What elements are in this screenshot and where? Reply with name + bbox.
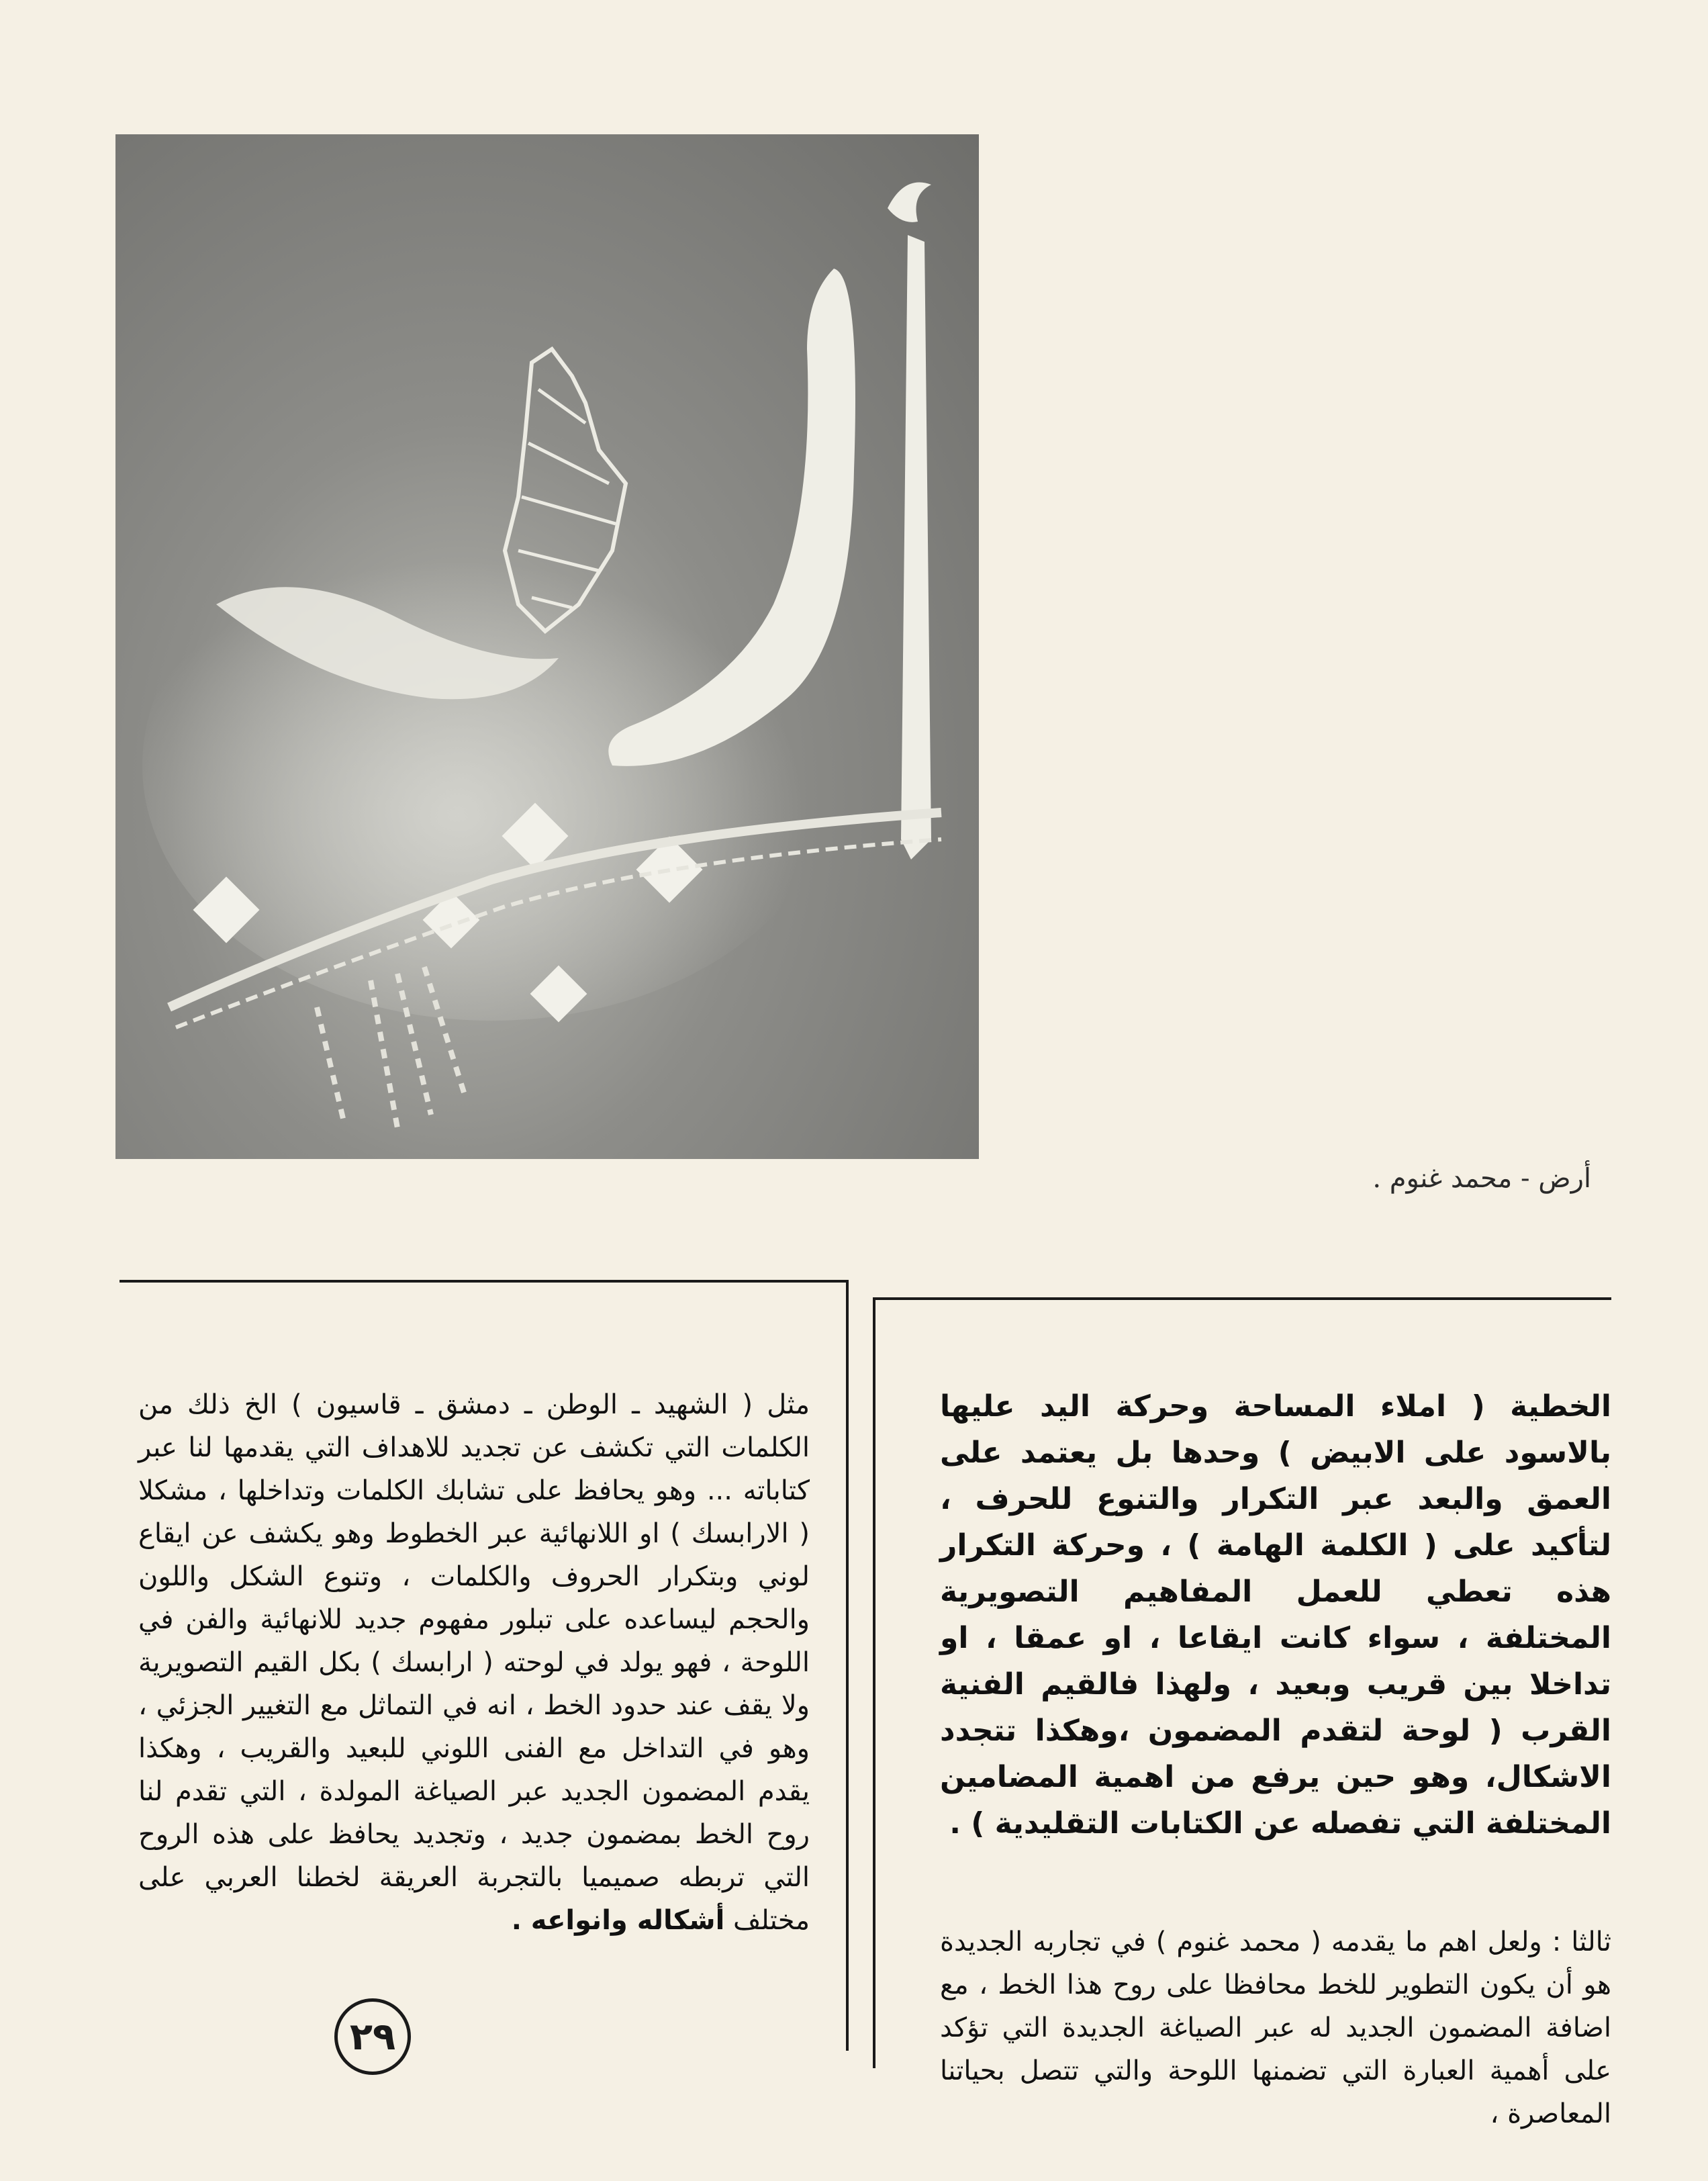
regular-paragraph: ثالثا : ولعل اهم ما يقدمه ( محمد غنوم ) في تجاربه الجديدة هو أن يكون التطوير للخط محافظا على روح هذا الخط ، مع اضافة المضمون الجديد له عبر الصياغة الجديدة التي تؤكد على أهمية العبارة التي تضمنها اللوحة والتي تتصل بحياتنا المعاصرة ، [940, 1927, 1611, 2129]
artwork-image [115, 134, 979, 1159]
left-column-top-rule [120, 1280, 849, 1283]
body-paragraph-text: مثل ( الشهيد ـ الوطن ـ دمشق ـ قاسيون ) الخ ذلك من الكلمات التي تكشف عن تجديد للاهداف التي يقدمها لنا عبر كتاباته ... وهو يحافظ على تشابك الكلمات وتداخلها ، مشكلا ( الارابسك ) او اللانهائية عبر الخطوط وهو يكشف عن ايقاع لوني وبتكرار الحروف والكلمات ، وتنوع الشكل واللون والحجم ليساعده على تبلور مفهوم جديد للانهائية والفن في اللوحة ، فهو يولد في لوحته ( ارابسك ) بكل القيم التصويرية ولا يقف عند حدود الخط ، انه في التماثل مع التغيير الجزئي ، وهو في التداخل مع الفنى اللوني للبعيد والقريب ، وهكذا يقدم المضمون الجديد عبر الصياغة المولدة ، التي تقدم لنا روح الخط بمضمون جديد ، وتجديد يحافظ على هذه الروح التي تربطه صميميا بالتجربة العريقة لخطنا العربي على مختلف [138, 1389, 810, 1936]
left-text-column [138, 1383, 810, 1942]
artwork-caption: أرض - محمد غنوم . [1372, 1163, 1591, 1194]
body-paragraph [138, 1383, 810, 1942]
right-text-column [940, 1383, 1611, 2135]
left-column-side-rule [846, 1280, 849, 2051]
page-number: ٢٩ [334, 1998, 411, 2075]
bold-paragraph: الخطية ( املاء المساحة وحركة اليد عليها بالاسود على الابيض ) وحدها بل يعتمد على العمق والبعد عبر التكرار والتنوع للحرف ، لتأكيد على ( الكلمة الهامة ) ، وحركة التكرار هذه تعطي للعمل المفاهيم التصويرية المختلفة ، سواء كانت ايقاعا ، او عمقا ، او تداخلا بين قريب وبعيد ، ولهذا فالقيم الفنية القرب ( لوحة لتقدم المضمون ،وهكذا تتجدد الاشكال، وهو حين يرفع من اهمية المضامين المختلفة التي تفصله عن الكتابات التقليدية ) . [940, 1389, 1611, 1841]
body-paragraph-bold-ending: أشكاله وانواعه . [511, 1905, 725, 1936]
right-column-side-rule [873, 1297, 875, 2068]
right-column-top-rule [873, 1297, 1611, 1300]
